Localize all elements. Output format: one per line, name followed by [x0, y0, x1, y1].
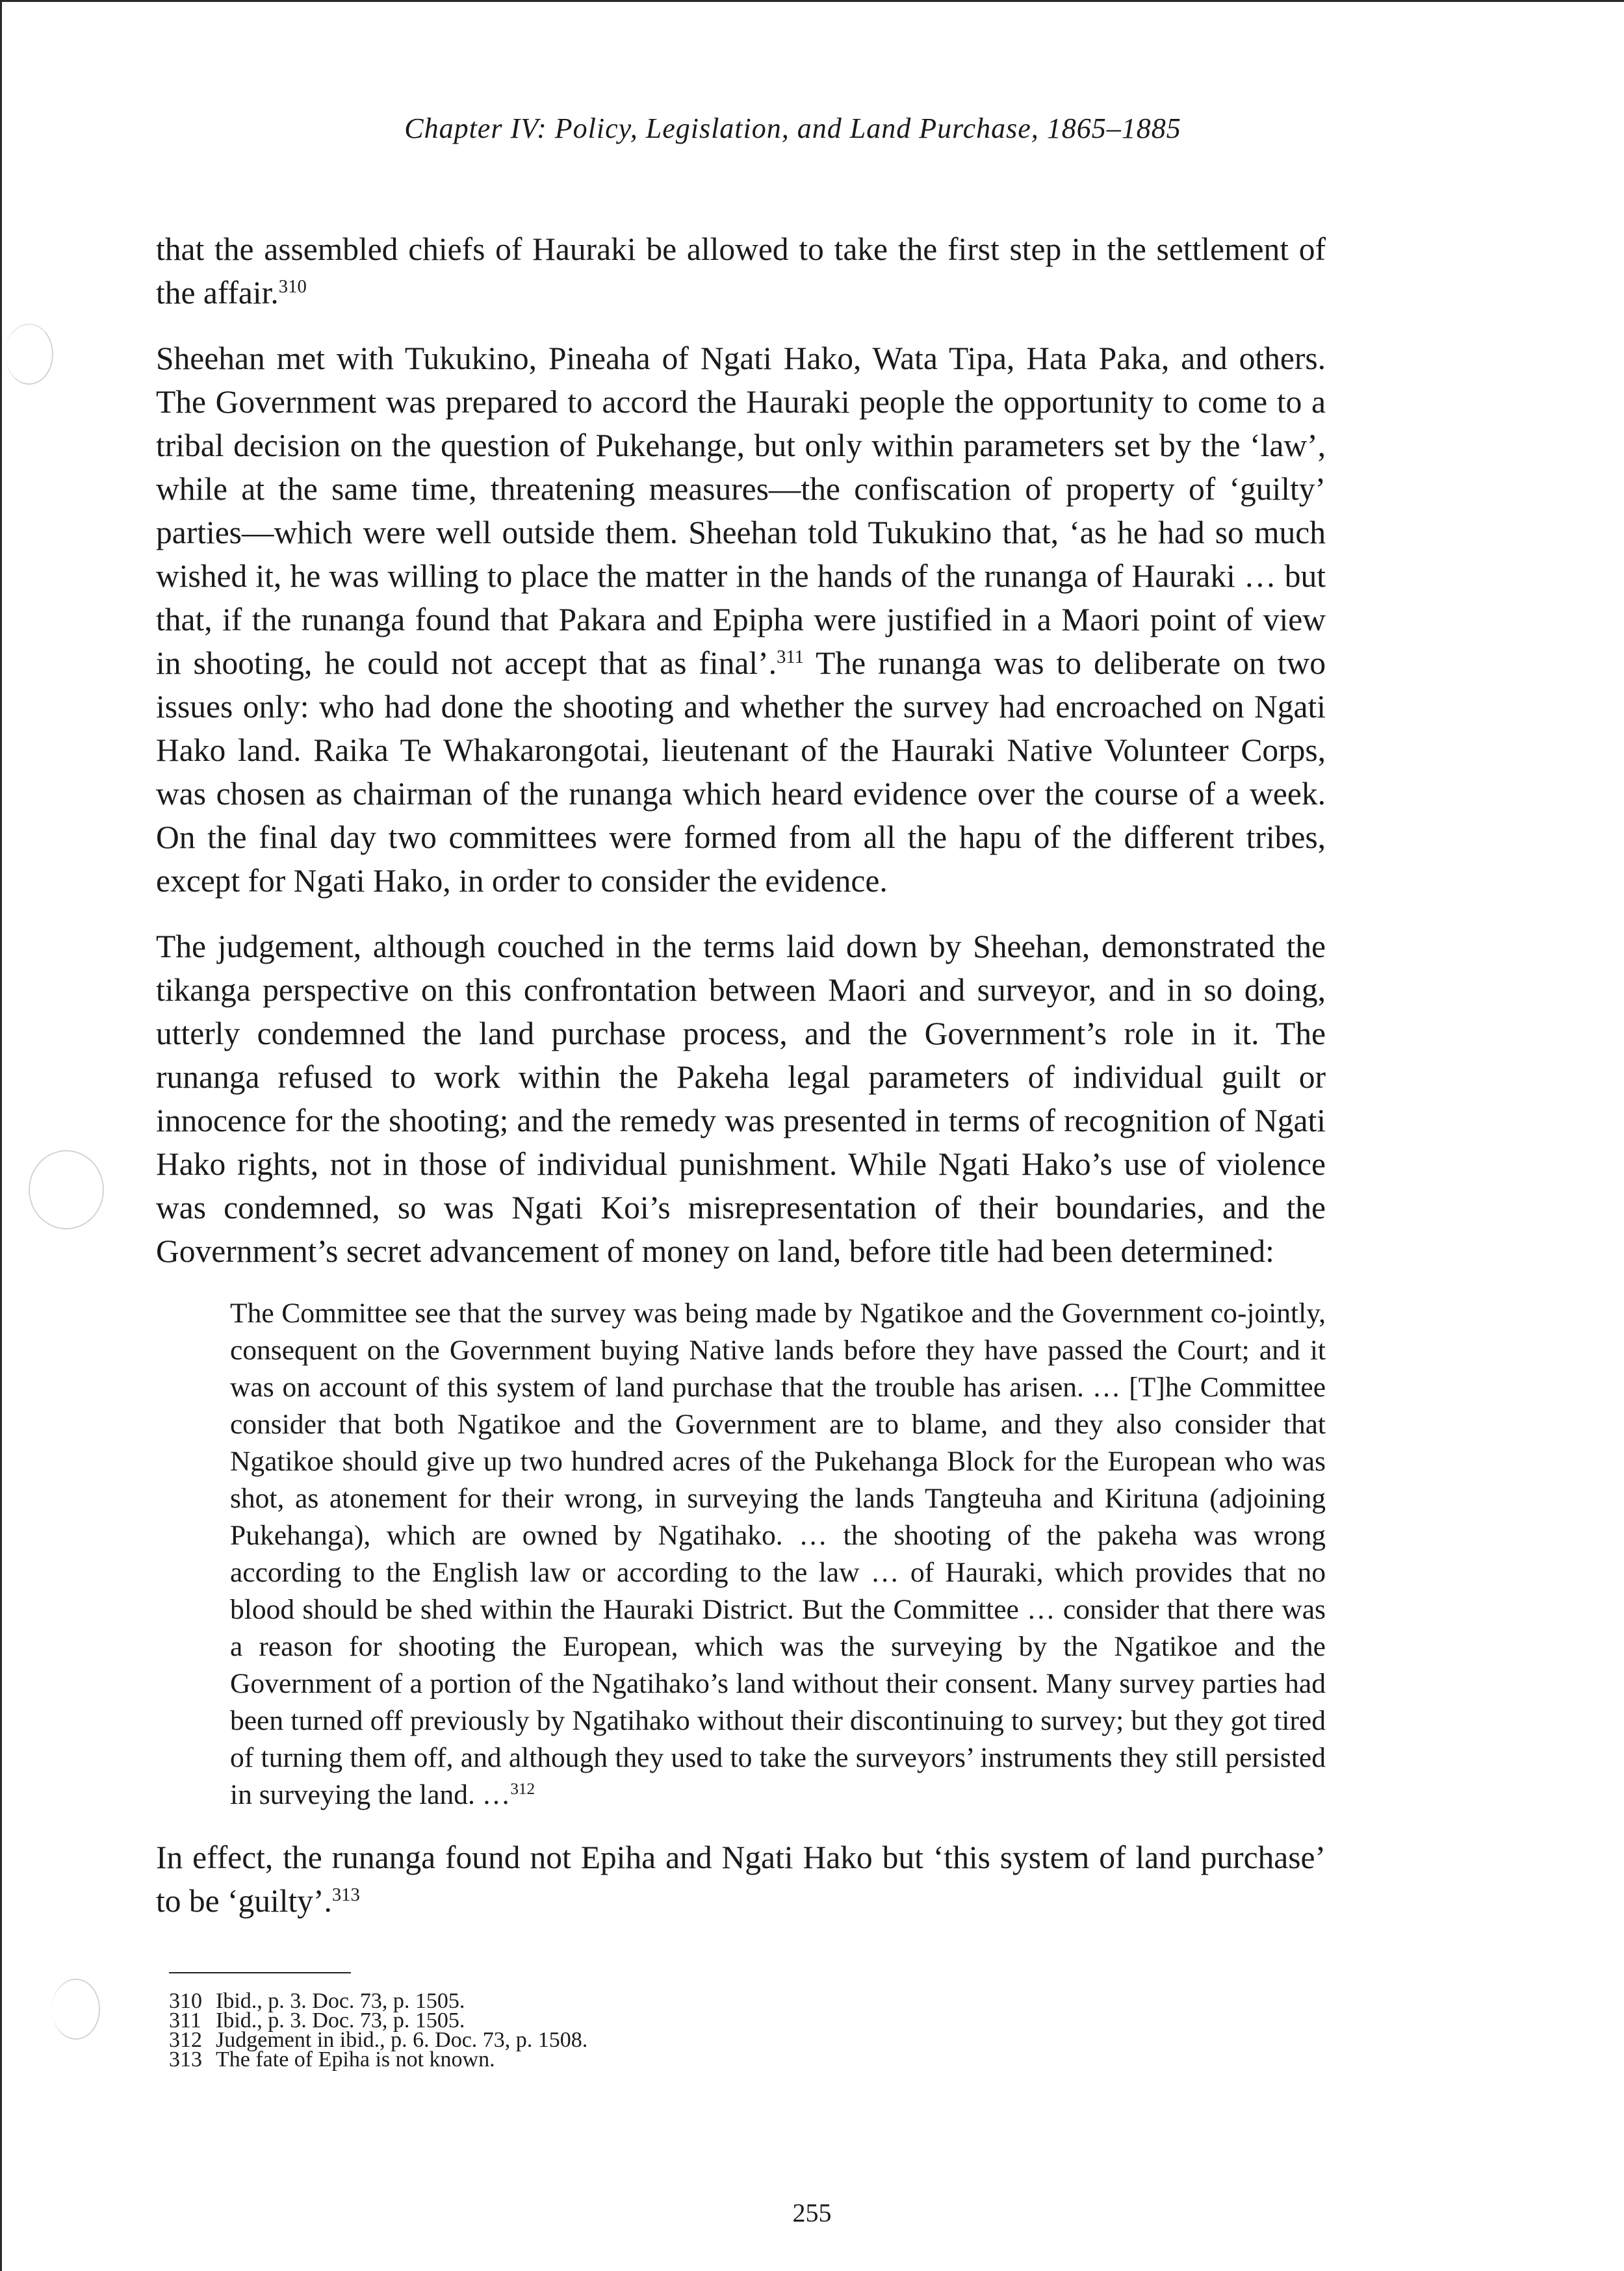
footnote-text: Ibid., p. 3. Doc. 73, p. 1505.: [216, 1989, 465, 2013]
paragraph-3: [156, 925, 1326, 1273]
paragraph-2-text-a: Sheehan met with Tukukino, Pineaha of Ngati Hako, Wata Tipa, Hata Paka, and others. The Government was prepared to accord the Hauraki people the opportunity to come to a tribal decision on the question of Pukehange, but only within parameters set by the ‘law’, while at the same time, threatening measures—the confiscation of property of ‘guilty’ parties—which were well outside them. Sheehan told Tukukino that, ‘as he had so much wished it, he was willing to place the matter in the hands of the runanga of Hauraki … but that, if the runanga found that Pakara and Epipha were justified in a Maori point of view in shooting, he could not accept that as final’.: [156, 340, 1326, 681]
main-text: [156, 227, 1326, 1923]
footnote-ref-311[interactable]: 311: [776, 646, 804, 667]
scan-edge-top: [0, 0, 1624, 2]
binder-hole-middle: [29, 1150, 104, 1229]
paragraph-1: [156, 227, 1326, 314]
binder-hole-top: [5, 324, 53, 385]
footnotes: [169, 1972, 1274, 2070]
footnote-ref-313[interactable]: 313: [331, 1884, 360, 1905]
paragraph-3-text: The judgement, although couched in the terms laid down by Sheehan, demonstrated the tikanga perspective on this confrontation between Maori and surveyor, and in so doing, utterly condemned the land purchase process, and the Government’s role in it. The runanga refused to work within the Pakeha legal parameters of individual guilt or innocence for the shooting; and the remedy was presented in terms of recognition of Ngati Hako rights, not in those of individual punishment. While Ngati Hako’s use of violence was condemned, so was Ngati Koi’s misrepresentation of their boundaries, and the Government’s secret advancement of money on land, before title had been determined:: [156, 929, 1326, 1269]
binder-hole-bottom: [52, 1979, 100, 2040]
running-header: Chapter IV: Policy, Legislation, and Land Purchase, 1865–1885: [404, 112, 1181, 144]
block-quote-text: The Committee see that the survey was being made by Ngatikoe and the Government co-jointly, consequent on the Government buying Native lands before they have passed the Court; and it was on account of this system of land purchase that the trouble has arisen. … [T]he Committee consider that both Ngatikoe and the Government are to blame, and they also consider that Ngatikoe should give up two hundred acres of the Pukehanga Block for the European who was shot, as atonement for their wrong, in surveying the lands Tangteuha and Kirituna (adjoining Pukehanga), which are owned by Ngatihako. … the shooting of the pakeha was wrong according to the English law or according to the law … of Hauraki, which provides that no blood should be shed within the Hauraki District. But the Committee … consider that there was a reason for shooting the European, which was the surveying by the Ngatikoe and the Government of a portion of the Ngatihako’s land without their consent. Many survey parties had been turned off previously by Ngatihako without their discontinuing to survey; but they got tired of turning them off, and although they used to take the surveyors’ instruments they still persisted in surveying the land. …: [230, 1298, 1326, 1810]
scan-edge-left: [0, 0, 2, 2271]
footnote-ref-310[interactable]: 310: [278, 276, 307, 297]
paragraph-4-text: In effect, the runanga found not Epiha and Ngati Hako but ‘this system of land purchase’ to be ‘guilty’.: [156, 1840, 1326, 1919]
page-number: 255: [792, 2198, 832, 2227]
footnote-text: Judgement in ibid., p. 6. Doc. 73, p. 1508.: [216, 2028, 588, 2052]
footnote-rule: [169, 1972, 351, 1973]
footnote-number: 311: [169, 2008, 201, 2033]
block-quote: [230, 1295, 1326, 1814]
footnote-text: The fate of Epiha is not known.: [216, 2047, 495, 2072]
footnote-number: 312: [169, 2028, 202, 2052]
footnote-313: [169, 2047, 1274, 2072]
paragraph-4: [156, 1836, 1326, 1923]
footnote-ref-312[interactable]: 312: [510, 1780, 535, 1798]
paragraph-2-text-b: The runanga was to deliberate on two issues only: who had done the shooting and whether the survey had encroached on Ngati Hako land. Raika Te Whakarongotai, lieutenant of the Hauraki Native Volunteer Corps, was chosen as chairman of the runanga which heard evidence over the course of a week. On the final day two committees were formed from all the hapu of the different tribes, except for Ngati Hako, in order to consider the evidence.: [156, 645, 1326, 899]
paragraph-2: [156, 337, 1326, 903]
footnote-number: 310: [169, 1989, 202, 2013]
paragraph-1-text: that the assembled chiefs of Hauraki be allowed to take the first step in the settlement of the affair.: [156, 231, 1326, 311]
footnote-number: 313: [169, 2047, 202, 2072]
footnote-text: Ibid., p. 3. Doc. 73, p. 1505.: [216, 2008, 465, 2033]
